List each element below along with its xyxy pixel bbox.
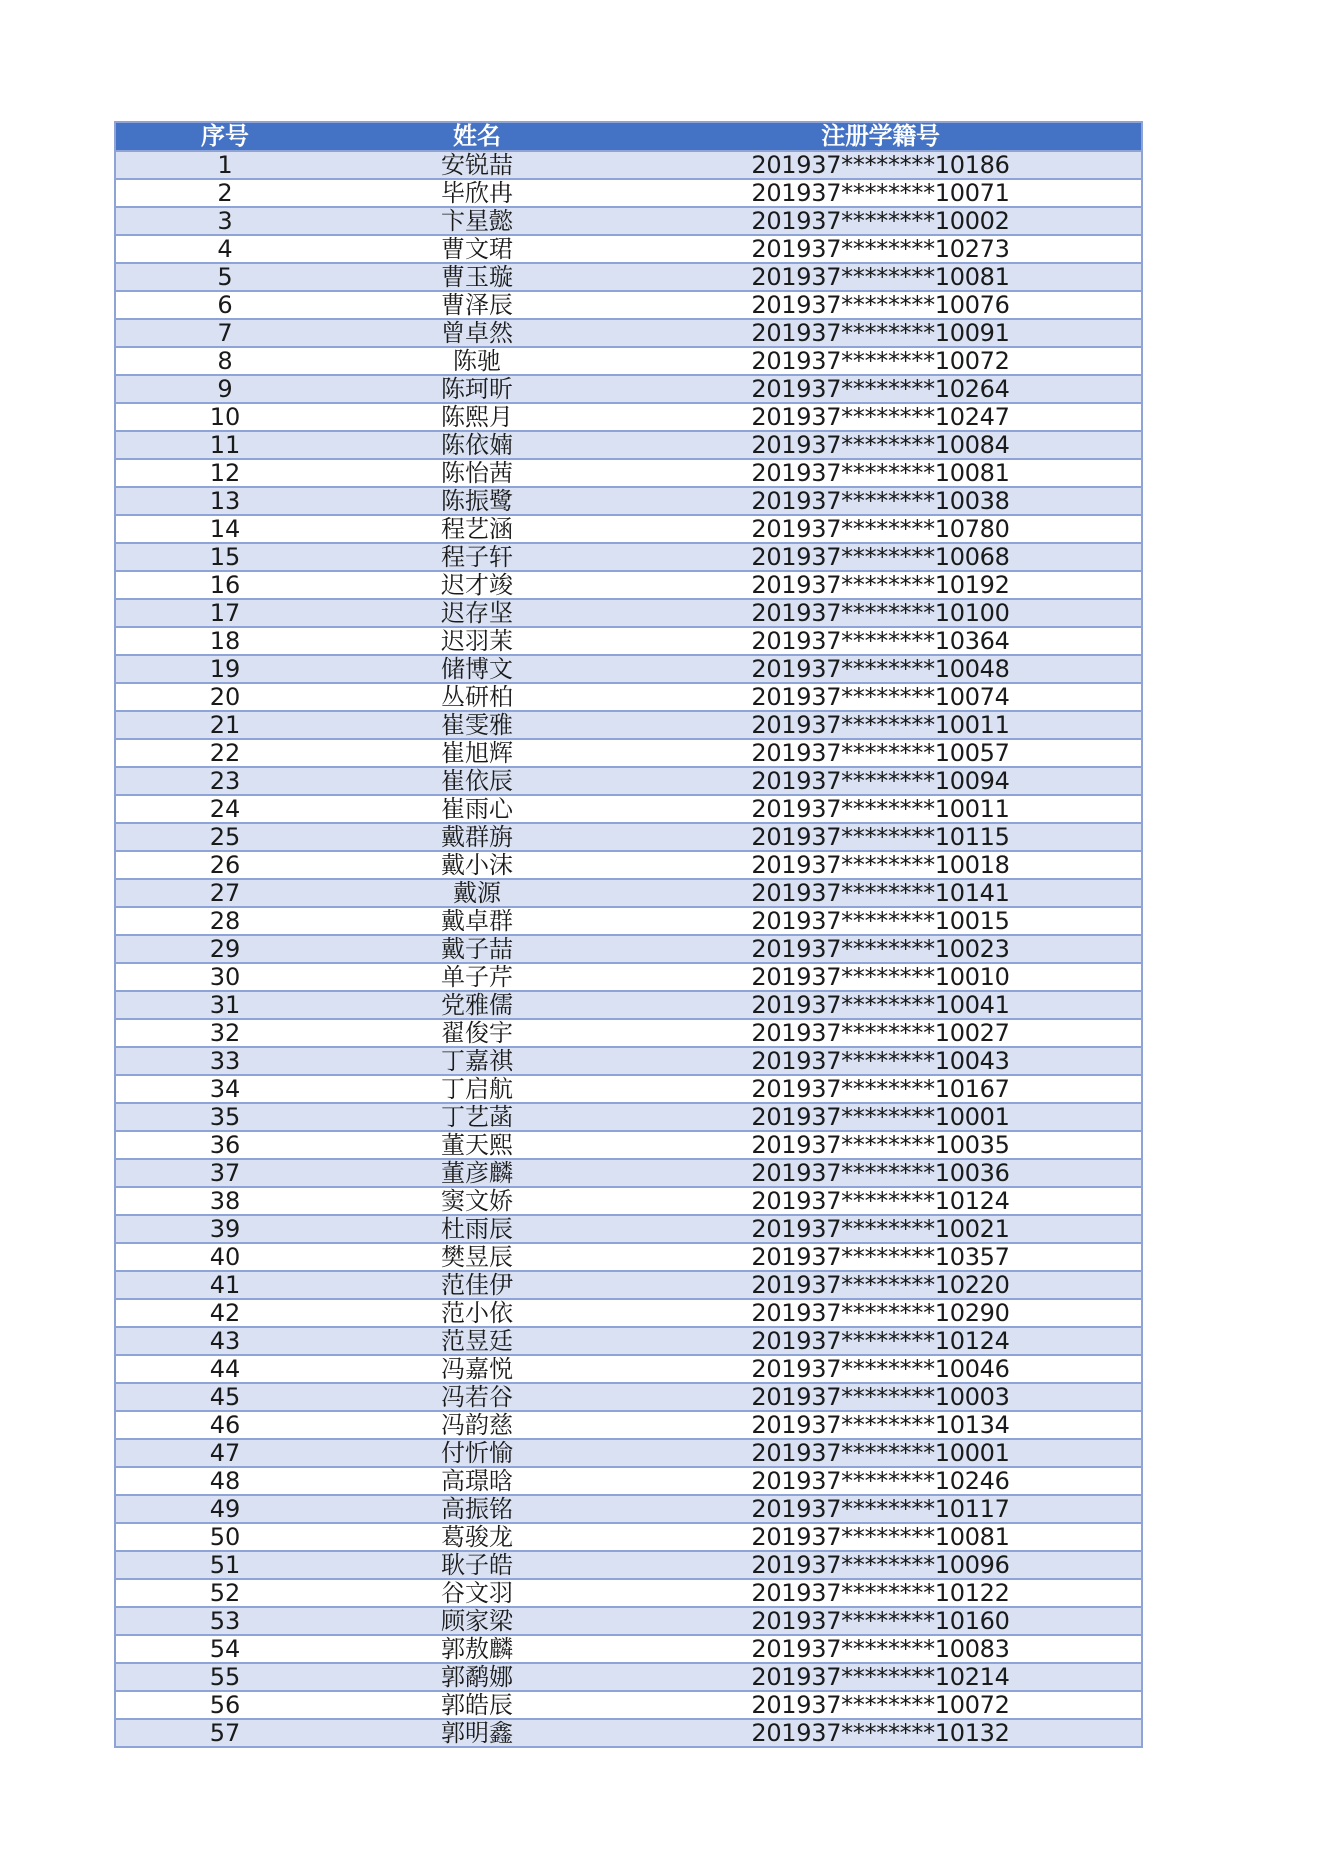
row-name-cell: 冯韵慈 — [441, 1412, 513, 1438]
row-name-cell: 崔雨心 — [441, 796, 513, 822]
table-row — [116, 1438, 1141, 1466]
row-index-cell: 53 — [209, 1608, 241, 1634]
table-row — [116, 934, 1141, 962]
row-registration-cell: 201937********10081 — [751, 460, 1010, 486]
row-index-cell: 33 — [209, 1048, 241, 1074]
row-name-cell: 高振铭 — [441, 1496, 513, 1522]
row-index-cell: 35 — [209, 1104, 241, 1130]
row-index-cell: 37 — [209, 1160, 241, 1186]
table-row — [116, 1354, 1141, 1382]
row-name-cell: 崔旭辉 — [441, 740, 513, 766]
row-name-cell: 曹泽辰 — [441, 292, 513, 318]
table-row — [116, 1690, 1141, 1718]
row-name-cell: 郭明鑫 — [441, 1720, 513, 1746]
row-registration-cell: 201937********10220 — [751, 1272, 1010, 1298]
row-index-cell: 6 — [217, 292, 233, 318]
row-name-cell: 郭敖麟 — [441, 1636, 513, 1662]
row-name-cell: 丛研柏 — [441, 684, 513, 710]
row-name-cell: 毕欣冉 — [441, 180, 513, 206]
row-registration-cell: 201937********10167 — [751, 1076, 1010, 1102]
row-registration-cell: 201937********10186 — [751, 152, 1010, 178]
table-row — [116, 1326, 1141, 1354]
table-row — [116, 962, 1141, 990]
row-registration-cell: 201937********10132 — [751, 1720, 1010, 1746]
table-row — [116, 1046, 1141, 1074]
row-index-cell: 23 — [209, 768, 241, 794]
row-name-cell: 卞星懿 — [441, 208, 513, 234]
row-name-cell: 曹文珺 — [441, 236, 513, 262]
row-index-cell: 14 — [209, 516, 241, 542]
table-row — [116, 570, 1141, 598]
table-row — [116, 1606, 1141, 1634]
table-row — [116, 794, 1141, 822]
table-row — [116, 1242, 1141, 1270]
row-index-cell: 41 — [209, 1272, 241, 1298]
table-row — [116, 318, 1141, 346]
row-registration-cell: 201937********10076 — [751, 292, 1010, 318]
row-name-cell: 戴群旃 — [441, 824, 513, 850]
row-registration-cell: 201937********10011 — [751, 796, 1010, 822]
row-registration-cell: 201937********10246 — [751, 1468, 1010, 1494]
row-name-cell: 程子轩 — [441, 544, 513, 570]
row-index-cell: 36 — [209, 1132, 241, 1158]
row-registration-cell: 201937********10001 — [751, 1104, 1010, 1130]
row-name-cell: 陈驰 — [453, 348, 501, 374]
row-index-cell: 26 — [209, 852, 241, 878]
row-index-cell: 30 — [209, 964, 241, 990]
row-index-cell: 43 — [209, 1328, 241, 1354]
table-row — [116, 178, 1141, 206]
table-row — [116, 878, 1141, 906]
row-index-cell: 49 — [209, 1496, 241, 1522]
row-name-cell: 崔雯雅 — [441, 712, 513, 738]
row-registration-cell: 201937********10057 — [751, 740, 1010, 766]
row-index-cell: 8 — [217, 348, 233, 374]
row-registration-cell: 201937********10072 — [751, 348, 1010, 374]
table-row — [116, 346, 1141, 374]
row-index-cell: 52 — [209, 1580, 241, 1606]
header-name: 姓名 — [453, 123, 501, 150]
row-name-cell: 崔依辰 — [441, 768, 513, 794]
table-row — [116, 1214, 1141, 1242]
row-registration-cell: 201937********10160 — [751, 1608, 1010, 1634]
row-registration-cell: 201937********10780 — [751, 516, 1010, 542]
row-name-cell: 戴源 — [453, 880, 501, 906]
row-index-cell: 9 — [217, 376, 233, 402]
row-registration-cell: 201937********10021 — [751, 1216, 1010, 1242]
row-name-cell: 郭鹬娜 — [441, 1664, 513, 1690]
table-row — [116, 1550, 1141, 1578]
row-registration-cell: 201937********10011 — [751, 712, 1010, 738]
row-index-cell: 1 — [217, 152, 233, 178]
row-name-cell: 迟存坚 — [441, 600, 513, 626]
row-index-cell: 2 — [217, 180, 233, 206]
row-registration-cell: 201937********10264 — [751, 376, 1010, 402]
row-registration-cell: 201937********10134 — [751, 1412, 1010, 1438]
row-index-cell: 46 — [209, 1412, 241, 1438]
row-name-cell: 郭皓辰 — [441, 1692, 513, 1718]
table-row — [116, 1298, 1141, 1326]
row-index-cell: 28 — [209, 908, 241, 934]
row-name-cell: 丁启航 — [441, 1076, 513, 1102]
table-row — [116, 1186, 1141, 1214]
row-index-cell: 27 — [209, 880, 241, 906]
row-registration-cell: 201937********10046 — [751, 1356, 1010, 1382]
table-row — [116, 1466, 1141, 1494]
table-row — [116, 206, 1141, 234]
row-index-cell: 3 — [217, 208, 233, 234]
row-index-cell: 39 — [209, 1216, 241, 1242]
row-name-cell: 储博文 — [441, 656, 513, 682]
row-registration-cell: 201937********10071 — [751, 180, 1010, 206]
table-row — [116, 598, 1141, 626]
row-registration-cell: 201937********10247 — [751, 404, 1010, 430]
table-row — [116, 682, 1141, 710]
table-header-row — [116, 123, 1141, 150]
header-index: 序号 — [201, 123, 249, 150]
row-registration-cell: 201937********10084 — [751, 432, 1010, 458]
table-row — [116, 290, 1141, 318]
row-name-cell: 程艺涵 — [441, 516, 513, 542]
row-registration-cell: 201937********10122 — [751, 1580, 1010, 1606]
row-name-cell: 戴小沫 — [441, 852, 513, 878]
row-index-cell: 38 — [209, 1188, 241, 1214]
row-registration-cell: 201937********10038 — [751, 488, 1010, 514]
row-name-cell: 顾家梁 — [441, 1608, 513, 1634]
table-row — [116, 822, 1141, 850]
row-name-cell: 陈珂昕 — [441, 376, 513, 402]
row-registration-cell: 201937********10001 — [751, 1440, 1010, 1466]
row-registration-cell: 201937********10074 — [751, 684, 1010, 710]
row-index-cell: 11 — [209, 432, 241, 458]
table-row — [116, 234, 1141, 262]
row-name-cell: 高璟晗 — [441, 1468, 513, 1494]
row-registration-cell: 201937********10068 — [751, 544, 1010, 570]
row-registration-cell: 201937********10192 — [751, 572, 1010, 598]
table-row — [116, 402, 1141, 430]
table-row — [116, 766, 1141, 794]
table-body — [116, 150, 1141, 1746]
row-index-cell: 15 — [209, 544, 241, 570]
row-name-cell: 陈依婻 — [441, 432, 513, 458]
row-registration-cell: 201937********10096 — [751, 1552, 1010, 1578]
row-index-cell: 22 — [209, 740, 241, 766]
row-name-cell: 迟羽茉 — [441, 628, 513, 654]
row-name-cell: 陈熙月 — [441, 404, 513, 430]
header-registration-number: 注册学籍号 — [821, 123, 940, 150]
table-row — [116, 738, 1141, 766]
table-row — [116, 1522, 1141, 1550]
row-index-cell: 19 — [209, 656, 241, 682]
row-registration-cell: 201937********10081 — [751, 264, 1010, 290]
table-row — [116, 1074, 1141, 1102]
row-name-cell: 戴子喆 — [441, 936, 513, 962]
row-registration-cell: 201937********10091 — [751, 320, 1010, 346]
row-registration-cell: 201937********10124 — [751, 1188, 1010, 1214]
row-index-cell: 25 — [209, 824, 241, 850]
row-name-cell: 窦文娇 — [441, 1188, 513, 1214]
row-registration-cell: 201937********10141 — [751, 880, 1010, 906]
row-name-cell: 樊昱辰 — [441, 1244, 513, 1270]
table-row — [116, 1130, 1141, 1158]
table-row — [116, 1270, 1141, 1298]
row-name-cell: 范小依 — [441, 1300, 513, 1326]
row-name-cell: 耿子皓 — [441, 1552, 513, 1578]
table-row — [116, 654, 1141, 682]
row-index-cell: 50 — [209, 1524, 241, 1550]
row-index-cell: 31 — [209, 992, 241, 1018]
row-index-cell: 55 — [209, 1664, 241, 1690]
row-name-cell: 迟才竣 — [441, 572, 513, 598]
row-index-cell: 56 — [209, 1692, 241, 1718]
row-name-cell: 陈怡茜 — [441, 460, 513, 486]
row-name-cell: 董天熙 — [441, 1132, 513, 1158]
row-registration-cell: 201937********10083 — [751, 1636, 1010, 1662]
row-registration-cell: 201937********10115 — [751, 824, 1010, 850]
table-row — [116, 850, 1141, 878]
row-index-cell: 29 — [209, 936, 241, 962]
row-registration-cell: 201937********10124 — [751, 1328, 1010, 1354]
row-name-cell: 冯嘉悦 — [441, 1356, 513, 1382]
table-row — [116, 710, 1141, 738]
row-index-cell: 34 — [209, 1076, 241, 1102]
row-registration-cell: 201937********10100 — [751, 600, 1010, 626]
row-index-cell: 5 — [217, 264, 233, 290]
table-row — [116, 1494, 1141, 1522]
row-index-cell: 47 — [209, 1440, 241, 1466]
table-row — [116, 906, 1141, 934]
table-row — [116, 458, 1141, 486]
row-index-cell: 57 — [209, 1720, 241, 1746]
row-name-cell: 丁嘉祺 — [441, 1048, 513, 1074]
table-row — [116, 374, 1141, 402]
row-name-cell: 党雅儒 — [441, 992, 513, 1018]
table-row — [116, 990, 1141, 1018]
row-index-cell: 10 — [209, 404, 241, 430]
table-row — [116, 1158, 1141, 1186]
row-name-cell: 谷文羽 — [441, 1580, 513, 1606]
table-row — [116, 514, 1141, 542]
row-name-cell: 翟俊宇 — [441, 1020, 513, 1046]
row-registration-cell: 201937********10290 — [751, 1300, 1010, 1326]
row-registration-cell: 201937********10072 — [751, 1692, 1010, 1718]
table-row — [116, 1634, 1141, 1662]
table-row — [116, 1718, 1141, 1746]
row-name-cell: 陈振鹭 — [441, 488, 513, 514]
row-index-cell: 42 — [209, 1300, 241, 1326]
row-name-cell: 单子芹 — [441, 964, 513, 990]
table-row — [116, 542, 1141, 570]
row-index-cell: 21 — [209, 712, 241, 738]
table-row — [116, 1102, 1141, 1130]
row-index-cell: 45 — [209, 1384, 241, 1410]
table-row — [116, 1018, 1141, 1046]
row-registration-cell: 201937********10035 — [751, 1132, 1010, 1158]
row-index-cell: 44 — [209, 1356, 241, 1382]
table-row — [116, 1410, 1141, 1438]
row-index-cell: 48 — [209, 1468, 241, 1494]
row-registration-cell: 201937********10010 — [751, 964, 1010, 990]
row-registration-cell: 201937********10094 — [751, 768, 1010, 794]
row-registration-cell: 201937********10003 — [751, 1384, 1010, 1410]
row-index-cell: 7 — [217, 320, 233, 346]
row-name-cell: 董彦麟 — [441, 1160, 513, 1186]
row-index-cell: 54 — [209, 1636, 241, 1662]
row-registration-cell: 201937********10015 — [751, 908, 1010, 934]
row-registration-cell: 201937********10027 — [751, 1020, 1010, 1046]
table-row — [116, 150, 1141, 178]
row-registration-cell: 201937********10081 — [751, 1524, 1010, 1550]
row-registration-cell: 201937********10018 — [751, 852, 1010, 878]
row-index-cell: 17 — [209, 600, 241, 626]
row-registration-cell: 201937********10023 — [751, 936, 1010, 962]
table-row — [116, 1382, 1141, 1410]
student-roster-table — [114, 121, 1143, 1748]
row-name-cell: 杜雨辰 — [441, 1216, 513, 1242]
row-registration-cell: 201937********10364 — [751, 628, 1010, 654]
table-row — [116, 262, 1141, 290]
table-row — [116, 486, 1141, 514]
row-index-cell: 16 — [209, 572, 241, 598]
row-registration-cell: 201937********10036 — [751, 1160, 1010, 1186]
row-name-cell: 范昱廷 — [441, 1328, 513, 1354]
table-row — [116, 626, 1141, 654]
row-index-cell: 51 — [209, 1552, 241, 1578]
row-name-cell: 付忻愉 — [441, 1440, 513, 1466]
row-name-cell: 丁艺菡 — [441, 1104, 513, 1130]
row-name-cell: 曹玉璇 — [441, 264, 513, 290]
row-name-cell: 冯若谷 — [441, 1384, 513, 1410]
table-row — [116, 430, 1141, 458]
row-registration-cell: 201937********10043 — [751, 1048, 1010, 1074]
row-registration-cell: 201937********10041 — [751, 992, 1010, 1018]
row-name-cell: 曾卓然 — [441, 320, 513, 346]
row-index-cell: 18 — [209, 628, 241, 654]
row-index-cell: 32 — [209, 1020, 241, 1046]
row-registration-cell: 201937********10117 — [751, 1496, 1010, 1522]
row-name-cell: 戴卓群 — [441, 908, 513, 934]
row-index-cell: 12 — [209, 460, 241, 486]
row-registration-cell: 201937********10048 — [751, 656, 1010, 682]
row-index-cell: 4 — [217, 236, 233, 262]
table-row — [116, 1578, 1141, 1606]
row-index-cell: 13 — [209, 488, 241, 514]
row-registration-cell: 201937********10002 — [751, 208, 1010, 234]
row-registration-cell: 201937********10214 — [751, 1664, 1010, 1690]
row-index-cell: 40 — [209, 1244, 241, 1270]
row-registration-cell: 201937********10357 — [751, 1244, 1010, 1270]
row-name-cell: 葛骏龙 — [441, 1524, 513, 1550]
table-row — [116, 1662, 1141, 1690]
row-index-cell: 20 — [209, 684, 241, 710]
row-registration-cell: 201937********10273 — [751, 236, 1010, 262]
row-name-cell: 安锐喆 — [441, 152, 513, 178]
row-name-cell: 范佳伊 — [441, 1272, 513, 1298]
row-index-cell: 24 — [209, 796, 241, 822]
